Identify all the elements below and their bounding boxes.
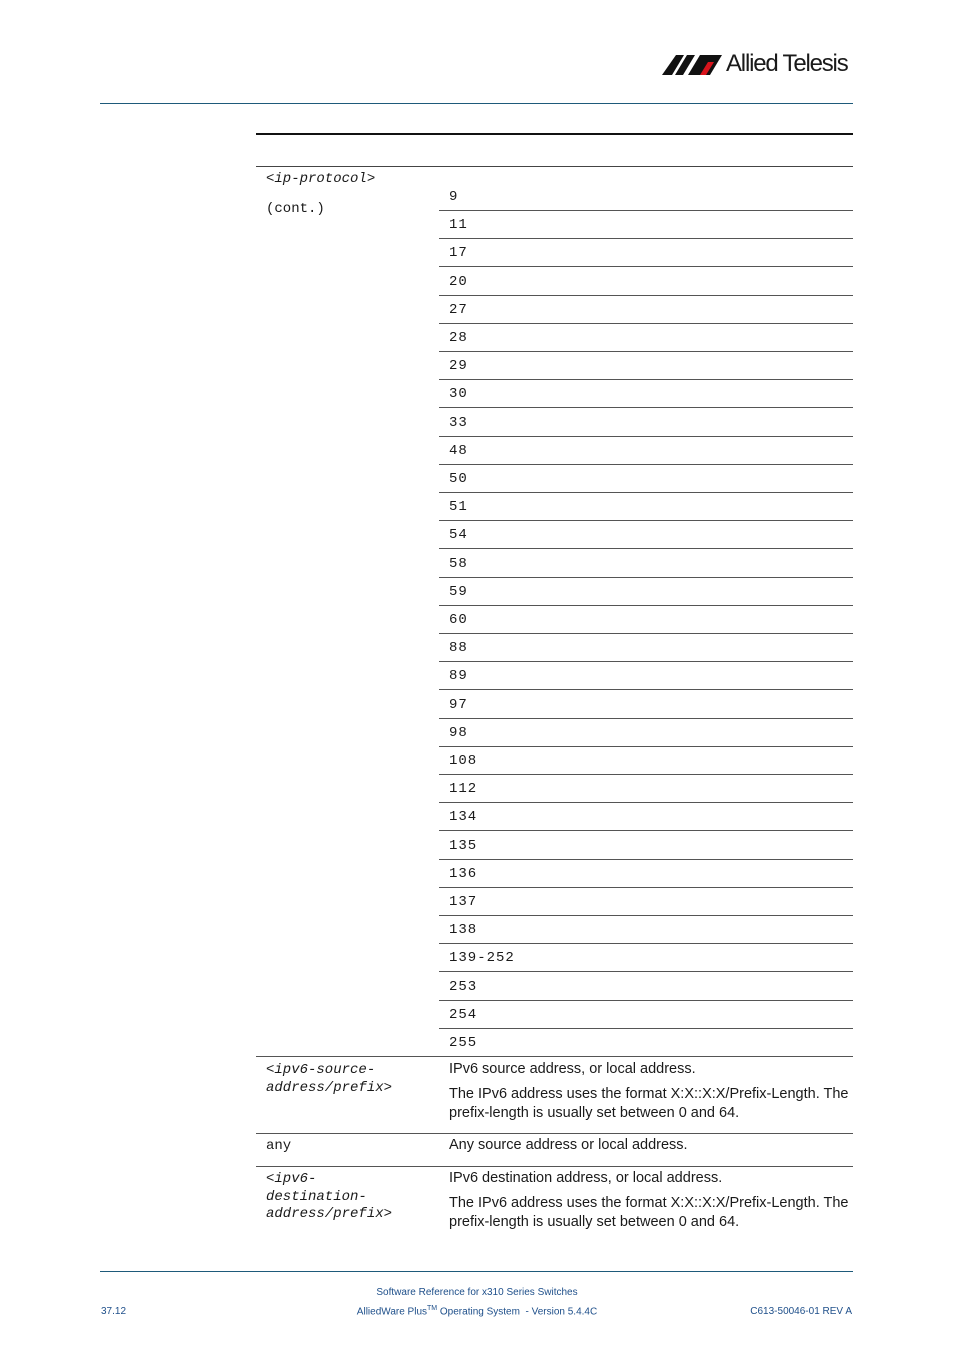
- desc-any: [449, 1136, 853, 1161]
- row-divider: [256, 1056, 853, 1057]
- param-line: destination-: [266, 1188, 367, 1205]
- protocol-value-row: [439, 436, 853, 465]
- protocol-value-row: [439, 859, 853, 888]
- protocol-value: 138: [449, 922, 478, 939]
- protocol-value-row: [439, 408, 853, 437]
- desc-paragraph: Any source address or local address.: [449, 1137, 688, 1153]
- table-header-rule: [256, 166, 853, 167]
- desc-ipv6-destination-address: [449, 1169, 853, 1238]
- protocol-value-row: [439, 943, 853, 972]
- protocol-value: 30: [449, 386, 468, 403]
- protocol-value: 11: [449, 217, 468, 234]
- protocol-value-row: [439, 182, 853, 211]
- protocol-value: 139-252: [449, 950, 515, 967]
- protocol-value-row: [439, 464, 853, 493]
- table-top-rule: [256, 133, 853, 135]
- param-ip-protocol: <ip-protocol>: [266, 171, 376, 187]
- desc-paragraph: IPv6 source address, or local address.: [449, 1061, 696, 1077]
- protocol-value-row: [439, 661, 853, 690]
- footer-tm: TM: [427, 1305, 438, 1312]
- protocol-value: 136: [449, 865, 478, 882]
- protocol-value-row: [439, 379, 853, 408]
- protocol-value: 33: [449, 414, 468, 431]
- protocol-value-row: [439, 210, 853, 239]
- param-ipv6-source-address: [266, 1062, 392, 1097]
- protocol-value: 48: [449, 442, 468, 459]
- row-divider: [256, 1166, 853, 1167]
- desc-ipv6-source-address: [449, 1060, 853, 1129]
- param-cont-label: (cont.): [266, 201, 325, 217]
- param-line: address/prefix>: [266, 1079, 393, 1096]
- protocol-value: 253: [449, 978, 478, 995]
- footer-doc-id: C613-50046-01 REV A: [750, 1306, 852, 1317]
- header-rule: [100, 103, 853, 104]
- row-divider: [256, 1133, 853, 1134]
- protocol-value: 60: [449, 612, 468, 628]
- protocol-value: 255: [449, 1035, 478, 1051]
- allied-telesis-logo: [662, 50, 854, 78]
- logo-text: Allied Telesis: [726, 50, 848, 77]
- param-line: address/prefix>: [266, 1206, 393, 1222]
- protocol-value-row: [439, 605, 853, 634]
- protocol-value: 112: [449, 781, 478, 798]
- protocol-value-row: [439, 295, 853, 324]
- protocol-value: 108: [449, 753, 478, 769]
- footer-product: AlliedWare Plus: [356, 1306, 428, 1318]
- protocol-value-row: [439, 238, 853, 267]
- logo-mark-icon: [662, 53, 724, 75]
- param-line: <ipv6-: [266, 1171, 317, 1187]
- protocol-value: 134: [449, 809, 478, 826]
- protocol-value-row: [439, 972, 853, 1001]
- param-ipv6-destination-address: [266, 1171, 392, 1224]
- protocol-value: 29: [449, 358, 468, 375]
- protocol-value-row: [439, 690, 853, 719]
- footer-title: Software Reference for x310 Series Switches: [376, 1287, 578, 1298]
- protocol-value: 9: [449, 189, 459, 205]
- param-line: any: [266, 1138, 292, 1154]
- footer-page-number: 37.12: [101, 1306, 127, 1317]
- desc-paragraph: The IPv6 address uses the format X:X::X:X/Prefix-Length. The prefix-length is usually set between 0 and 64.: [449, 1194, 849, 1230]
- desc-paragraph: The IPv6 address uses the format X:X::X:X/Prefix-Length. The prefix-length is usually set between 0 and 64.: [449, 1085, 849, 1121]
- protocol-value: 89: [449, 668, 468, 685]
- protocol-value: 59: [449, 583, 468, 600]
- protocol-value-row: [439, 915, 853, 944]
- footer-rule: [100, 1271, 853, 1272]
- protocol-value-row: [439, 746, 853, 775]
- protocol-value: 50: [449, 471, 468, 487]
- protocol-value-row: [439, 1028, 853, 1057]
- protocol-value-row: [439, 492, 853, 521]
- protocol-value: 137: [449, 894, 478, 910]
- protocol-value: 88: [449, 640, 468, 657]
- protocol-value-row: [439, 887, 853, 916]
- protocol-value: 58: [449, 555, 468, 572]
- protocol-value-row: [439, 267, 853, 296]
- protocol-value-row: [439, 351, 853, 380]
- protocol-value-row: [439, 774, 853, 803]
- footer-product-tail: Operating System - Version 5.4.4C: [437, 1306, 598, 1318]
- param-any: [266, 1138, 291, 1156]
- protocol-value: 98: [449, 724, 468, 741]
- protocol-value: 97: [449, 696, 468, 713]
- protocol-value: 27: [449, 301, 468, 318]
- protocol-value: 17: [449, 245, 468, 262]
- protocol-value: 20: [449, 273, 468, 290]
- protocol-value-row: [439, 1000, 853, 1029]
- protocol-value-row: [439, 633, 853, 662]
- protocol-value: 254: [449, 1006, 478, 1023]
- protocol-value: 51: [449, 499, 468, 516]
- protocol-value-row: [439, 577, 853, 606]
- protocol-value-row: [439, 718, 853, 747]
- protocol-value-row: [439, 549, 853, 578]
- protocol-value-row: [439, 831, 853, 860]
- protocol-value-row: [439, 520, 853, 549]
- protocol-value: 135: [449, 837, 478, 854]
- protocol-value: 28: [449, 330, 468, 346]
- protocol-value-row: [439, 802, 853, 831]
- param-line: <ipv6-source-: [266, 1062, 376, 1078]
- protocol-value: 54: [449, 527, 468, 544]
- desc-paragraph: IPv6 destination address, or local address.: [449, 1170, 723, 1186]
- protocol-value-row: [439, 323, 853, 352]
